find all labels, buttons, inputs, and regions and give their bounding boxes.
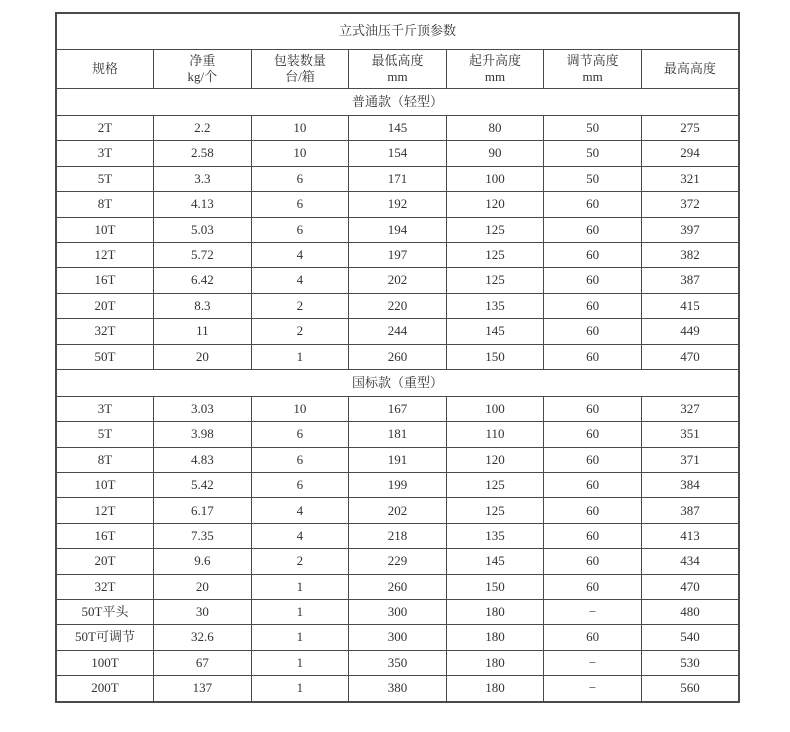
spec-cell: 50T可调节 — [56, 625, 154, 650]
table-cell: 387 — [641, 498, 739, 523]
table-cell: 8.3 — [154, 293, 252, 318]
table-cell: 60 — [544, 422, 642, 447]
table-cell: 244 — [349, 319, 447, 344]
table-cell: 4 — [251, 268, 349, 293]
column-header-line1: 净重 — [189, 52, 216, 68]
table-cell: 470 — [641, 344, 739, 369]
spec-cell: 20T — [56, 293, 154, 318]
table-cell: 60 — [544, 473, 642, 498]
table-cell: 20 — [154, 574, 252, 599]
column-header-line1: 起升高度 — [469, 52, 522, 68]
column-header-line2: mm — [582, 69, 603, 84]
column-header-line2: mm — [484, 69, 506, 84]
spec-cell: 16T — [56, 523, 154, 548]
column-header — [154, 50, 252, 89]
table-cell: 125 — [446, 498, 544, 523]
table-cell: 2.58 — [154, 141, 252, 166]
table-cell: 294 — [641, 141, 739, 166]
table-cell: 135 — [446, 523, 544, 548]
table-cell: 300 — [349, 600, 447, 625]
table-cell: 1 — [251, 600, 349, 625]
table-cell: 137 — [154, 676, 252, 702]
table-cell: 560 — [641, 676, 739, 702]
table-cell: 6 — [251, 192, 349, 217]
spec-cell: 32T — [56, 574, 154, 599]
table-cell: 6.42 — [154, 268, 252, 293]
table-row — [56, 166, 739, 191]
table-row — [56, 268, 739, 293]
table-cell: 100 — [446, 166, 544, 191]
table-cell: 60 — [544, 192, 642, 217]
table-cell: 384 — [641, 473, 739, 498]
table-cell: 4 — [251, 523, 349, 548]
table-cell: 260 — [349, 344, 447, 369]
table-row — [56, 141, 739, 166]
table-cell: 229 — [349, 549, 447, 574]
table-cell: 372 — [641, 192, 739, 217]
table-cell: 6.17 — [154, 498, 252, 523]
table-cell: 167 — [349, 396, 447, 421]
table-cell: 10 — [251, 396, 349, 421]
table-row — [56, 523, 739, 548]
table-cell: 5.03 — [154, 217, 252, 242]
table-cell: 181 — [349, 422, 447, 447]
table-cell: 380 — [349, 676, 447, 702]
table-cell: 60 — [544, 217, 642, 242]
table-cell: 4 — [251, 498, 349, 523]
spec-cell: 12T — [56, 242, 154, 267]
section-header: 国标款（重型） — [56, 369, 739, 396]
table-cell: 4.13 — [154, 192, 252, 217]
spec-cell: 20T — [56, 549, 154, 574]
table-cell: 180 — [446, 676, 544, 702]
table-row — [56, 574, 739, 599]
table-row — [56, 293, 739, 318]
spec-cell: 50T平头 — [56, 600, 154, 625]
table-cell: 449 — [641, 319, 739, 344]
table-cell: 5.72 — [154, 242, 252, 267]
table-cell: 60 — [544, 293, 642, 318]
table-cell: − — [544, 650, 642, 675]
table-cell: 382 — [641, 242, 739, 267]
table-cell: 275 — [641, 116, 739, 141]
table-row — [56, 549, 739, 574]
spec-cell: 100T — [56, 650, 154, 675]
column-header-line2: 台/箱 — [285, 69, 315, 84]
table-cell: 100 — [446, 396, 544, 421]
table-cell: 10 — [251, 116, 349, 141]
spec-cell: 10T — [56, 217, 154, 242]
table-cell: 60 — [544, 242, 642, 267]
column-header — [251, 50, 349, 89]
table-cell: 2.2 — [154, 116, 252, 141]
table-cell: 90 — [446, 141, 544, 166]
spec-cell: 200T — [56, 676, 154, 702]
table-cell: 1 — [251, 676, 349, 702]
table-cell: 191 — [349, 447, 447, 472]
table-cell: 321 — [641, 166, 739, 191]
table-row — [56, 447, 739, 472]
table-row — [56, 217, 739, 242]
table-cell: 4.83 — [154, 447, 252, 472]
table-row — [56, 116, 739, 141]
table-cell: 9.6 — [154, 549, 252, 574]
table-cell: − — [544, 600, 642, 625]
table-cell: 371 — [641, 447, 739, 472]
table-row — [56, 242, 739, 267]
spec-cell: 3T — [56, 396, 154, 421]
table-cell: 3.98 — [154, 422, 252, 447]
spec-cell: 32T — [56, 319, 154, 344]
table-row — [56, 625, 739, 650]
column-header-line1: 包装数量 — [273, 52, 326, 68]
section-header-row — [56, 89, 739, 116]
column-header-line2: kg/个 — [187, 69, 218, 84]
table-cell: 60 — [544, 319, 642, 344]
spec-cell: 16T — [56, 268, 154, 293]
table-cell: 60 — [544, 268, 642, 293]
table-cell: 202 — [349, 498, 447, 523]
spec-cell: 12T — [56, 498, 154, 523]
section-header: 普通款（轻型） — [56, 89, 739, 116]
table-cell: 60 — [544, 447, 642, 472]
table-cell: 351 — [641, 422, 739, 447]
table-cell: 194 — [349, 217, 447, 242]
table-cell: 180 — [446, 625, 544, 650]
column-header-line2: mm — [387, 69, 408, 84]
table-cell: 480 — [641, 600, 739, 625]
table-row — [56, 422, 739, 447]
table-cell: 397 — [641, 217, 739, 242]
table-cell: 540 — [641, 625, 739, 650]
header-row — [56, 50, 739, 89]
table-cell: 220 — [349, 293, 447, 318]
column-header — [641, 50, 739, 89]
table-row — [56, 192, 739, 217]
spec-cell: 5T — [56, 422, 154, 447]
table-row — [56, 650, 739, 675]
table-cell: 80 — [446, 116, 544, 141]
spec-cell: 5T — [56, 166, 154, 191]
table-cell: 145 — [446, 549, 544, 574]
table-cell: 145 — [349, 116, 447, 141]
table-cell: 60 — [544, 625, 642, 650]
table-cell: 145 — [446, 319, 544, 344]
table-cell: 1 — [251, 344, 349, 369]
table-cell: 387 — [641, 268, 739, 293]
table-cell: 2 — [251, 549, 349, 574]
table-cell: 125 — [446, 268, 544, 293]
table-cell: 11 — [154, 319, 252, 344]
table-cell: 60 — [544, 344, 642, 369]
table-cell: 3.3 — [154, 166, 252, 191]
spec-cell: 3T — [56, 141, 154, 166]
table-cell: 218 — [349, 523, 447, 548]
table-cell: 6 — [251, 473, 349, 498]
table-cell: 60 — [544, 523, 642, 548]
table-cell: 192 — [349, 192, 447, 217]
table-cell: 202 — [349, 268, 447, 293]
table-cell: 60 — [544, 498, 642, 523]
table-cell: 1 — [251, 574, 349, 599]
table-cell: 125 — [446, 217, 544, 242]
table-cell: 135 — [446, 293, 544, 318]
table-cell: 30 — [154, 600, 252, 625]
table-cell: 6 — [251, 217, 349, 242]
column-header — [446, 50, 544, 89]
column-header — [56, 50, 154, 89]
table-cell: 350 — [349, 650, 447, 675]
section-header-row — [56, 369, 739, 396]
spec-cell: 50T — [56, 344, 154, 369]
table-cell: 434 — [641, 549, 739, 574]
table-row — [56, 676, 739, 702]
table-cell: 50 — [544, 116, 642, 141]
spec-table — [55, 12, 740, 703]
table-cell: 154 — [349, 141, 447, 166]
column-header-line1: 最低高度 — [371, 52, 424, 68]
table-cell: 1 — [251, 650, 349, 675]
table-row — [56, 396, 739, 421]
table-cell: 6 — [251, 447, 349, 472]
table-cell: 6 — [251, 166, 349, 191]
column-header-line1: 最高高度 — [663, 60, 716, 76]
column-header-line1: 规格 — [92, 60, 119, 76]
table-cell: 327 — [641, 396, 739, 421]
spec-cell: 10T — [56, 473, 154, 498]
table-row — [56, 319, 739, 344]
table-cell: 4 — [251, 242, 349, 267]
table-cell: 470 — [641, 574, 739, 599]
table-cell: 300 — [349, 625, 447, 650]
title-row — [56, 13, 739, 50]
table-row — [56, 473, 739, 498]
column-header — [349, 50, 447, 89]
table-cell: 10 — [251, 141, 349, 166]
table-cell: 67 — [154, 650, 252, 675]
table-cell: 7.35 — [154, 523, 252, 548]
table-cell: 197 — [349, 242, 447, 267]
table-cell: 150 — [446, 344, 544, 369]
column-header — [544, 50, 642, 89]
table-cell: 413 — [641, 523, 739, 548]
table-row — [56, 600, 739, 625]
table-cell: 120 — [446, 192, 544, 217]
table-row — [56, 344, 739, 369]
column-header-line1: 调节高度 — [566, 52, 619, 68]
table-cell: − — [544, 676, 642, 702]
table-cell: 199 — [349, 473, 447, 498]
table-cell: 180 — [446, 600, 544, 625]
table-cell: 415 — [641, 293, 739, 318]
table-cell: 110 — [446, 422, 544, 447]
spec-cell: 8T — [56, 447, 154, 472]
table-cell: 32.6 — [154, 625, 252, 650]
table-cell: 50 — [544, 166, 642, 191]
table-title: 立式油压千斤顶参数 — [56, 13, 739, 50]
table-cell: 50 — [544, 141, 642, 166]
table-cell: 1 — [251, 625, 349, 650]
table-cell: 125 — [446, 242, 544, 267]
table-cell: 150 — [446, 574, 544, 599]
table-cell: 3.03 — [154, 396, 252, 421]
table-cell: 6 — [251, 422, 349, 447]
table-row — [56, 498, 739, 523]
table-cell: 60 — [544, 396, 642, 421]
table-cell: 60 — [544, 574, 642, 599]
table-cell: 260 — [349, 574, 447, 599]
table-cell: 120 — [446, 447, 544, 472]
spec-cell: 2T — [56, 116, 154, 141]
table-cell: 2 — [251, 319, 349, 344]
table-cell: 180 — [446, 650, 544, 675]
table-cell: 125 — [446, 473, 544, 498]
table-cell: 20 — [154, 344, 252, 369]
table-cell: 530 — [641, 650, 739, 675]
table-cell: 60 — [544, 549, 642, 574]
table-body — [56, 13, 739, 702]
spec-cell: 8T — [56, 192, 154, 217]
table-cell: 2 — [251, 293, 349, 318]
table-cell: 5.42 — [154, 473, 252, 498]
table-cell: 171 — [349, 166, 447, 191]
